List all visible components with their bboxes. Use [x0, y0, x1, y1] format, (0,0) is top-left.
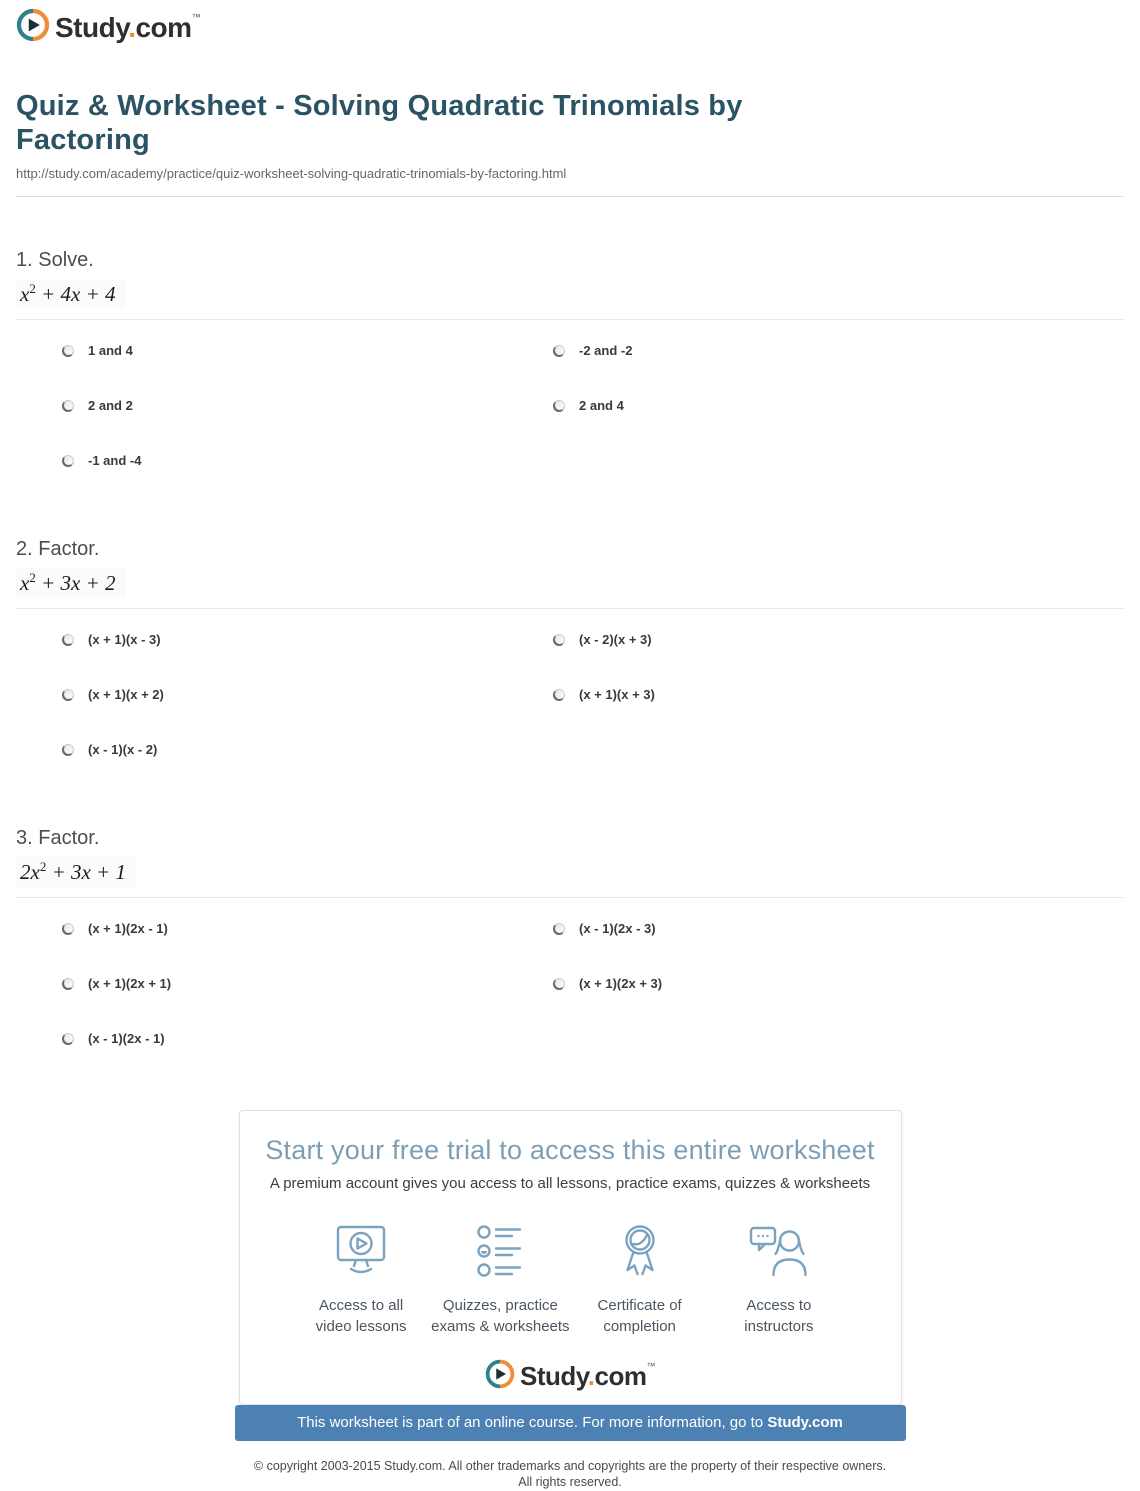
- answer-option[interactable]: [16, 976, 553, 991]
- option-row: [16, 687, 1124, 702]
- answer-option[interactable]: [16, 453, 553, 468]
- answer-option[interactable]: [553, 343, 1124, 358]
- feature-instructors: [709, 1220, 848, 1337]
- radio-button-icon[interactable]: [62, 689, 74, 701]
- option-row: [16, 343, 1124, 358]
- answer-option[interactable]: [553, 398, 1124, 413]
- answer-options: [16, 343, 1124, 468]
- brand-wordmark: Study.com™: [55, 11, 201, 43]
- equation-rest: + 4x + 4: [35, 282, 116, 307]
- question-2: [16, 538, 1124, 757]
- radio-button-icon[interactable]: [62, 1033, 74, 1045]
- free-trial-box: [239, 1110, 902, 1405]
- banner-text: This worksheet is part of an online course. For more information, go to: [297, 1413, 768, 1431]
- answer-option[interactable]: [16, 687, 553, 702]
- equation-base: 2x: [20, 860, 40, 885]
- answer-option[interactable]: [553, 976, 1124, 991]
- answer-label: (x - 1)(2x - 3): [579, 921, 656, 937]
- answer-label: 2 and 4: [579, 398, 624, 414]
- radio-button-icon[interactable]: [62, 923, 74, 935]
- divider: [16, 196, 1124, 197]
- question-3: [16, 827, 1124, 1046]
- radio-button-icon[interactable]: [553, 978, 565, 990]
- radio-button-icon[interactable]: [553, 345, 565, 357]
- answer-label: (x - 1)(x - 2): [88, 742, 158, 758]
- radio-button-icon[interactable]: [553, 689, 565, 701]
- equation-rest: + 3x + 2: [35, 571, 116, 596]
- radio-button-icon[interactable]: [553, 634, 565, 646]
- answer-label: (x + 1)(2x + 1): [88, 976, 172, 992]
- trial-heading: Start your free trial to access this entire worksheet: [265, 1135, 875, 1166]
- answer-label: (x + 1)(x - 3): [88, 632, 161, 648]
- answer-options: [16, 921, 1124, 1046]
- option-row: [16, 921, 1124, 936]
- question-equation: [16, 568, 126, 598]
- answer-options: [16, 632, 1124, 757]
- feature-label: Access to instructors: [744, 1297, 814, 1335]
- equation-exponent: 2: [29, 281, 36, 297]
- quiz-checklist-icon: [431, 1220, 570, 1284]
- course-info-banner: [235, 1405, 906, 1441]
- answer-label: (x - 2)(x + 3): [579, 632, 652, 648]
- trial-subheading: A premium account gives you access to all lessons, practice exams, quizzes & worksheets: [269, 1175, 871, 1193]
- banner-studycom-link[interactable]: Study.com: [767, 1413, 843, 1431]
- question-label: 2. Factor.: [16, 538, 100, 561]
- radio-button-icon[interactable]: [553, 923, 565, 935]
- brand-wordmark: Study.com™: [520, 1360, 655, 1391]
- feature-list: [240, 1220, 901, 1337]
- radio-button-icon[interactable]: [62, 634, 74, 646]
- equation-base: x: [20, 571, 30, 596]
- source-url: http://study.com/academy/practice/quiz-worksheet-solving-quadratic-trinomials-by-factoring.html: [16, 166, 567, 182]
- feature-label: Quizzes, practice exams & worksheets: [431, 1297, 570, 1335]
- answer-label: 1 and 4: [88, 343, 133, 359]
- certificate-ribbon-icon: [570, 1220, 709, 1284]
- feature-certificate: [570, 1220, 709, 1337]
- answer-label: -1 and -4: [88, 453, 142, 469]
- instructor-chat-icon: [709, 1220, 848, 1284]
- studycom-logo[interactable]: [240, 1359, 901, 1394]
- radio-button-icon[interactable]: [62, 978, 74, 990]
- answer-label: (x + 1)(x + 3): [579, 687, 655, 703]
- feature-video-lessons: [292, 1220, 431, 1337]
- feature-quizzes: [431, 1220, 570, 1337]
- play-circle-icon: [16, 8, 50, 47]
- video-monitor-icon: [292, 1220, 431, 1284]
- answer-option[interactable]: [16, 921, 553, 936]
- divider: [16, 608, 1124, 609]
- answer-label: 2 and 2: [88, 398, 133, 414]
- answer-option[interactable]: [16, 742, 553, 757]
- option-row: [16, 976, 1124, 991]
- option-row: [16, 1031, 1124, 1046]
- divider: [16, 897, 1124, 898]
- answer-option[interactable]: [16, 1031, 553, 1046]
- answer-option[interactable]: [553, 687, 1124, 702]
- answer-label: (x + 1)(2x - 1): [88, 921, 168, 937]
- option-row: [16, 398, 1124, 413]
- option-row: [16, 453, 1124, 468]
- radio-button-icon[interactable]: [62, 400, 74, 412]
- feature-label: Certificate of completion: [597, 1297, 682, 1335]
- answer-label: (x - 1)(2x - 1): [88, 1031, 165, 1047]
- radio-button-icon[interactable]: [62, 345, 74, 357]
- page-title: Quiz & Worksheet - Solving Quadratic Trinomials by Factoring: [16, 90, 743, 157]
- play-circle-icon: [485, 1359, 515, 1394]
- radio-button-icon[interactable]: [553, 400, 565, 412]
- answer-label: (x + 1)(2x + 3): [579, 976, 663, 992]
- answer-option[interactable]: [16, 632, 553, 647]
- answer-option[interactable]: [16, 398, 553, 413]
- option-row: [16, 742, 1124, 757]
- answer-label: (x + 1)(x + 2): [88, 687, 164, 703]
- answer-label: -2 and -2: [579, 343, 633, 359]
- equation-rest: + 3x + 1: [46, 860, 126, 885]
- question-equation: [16, 279, 126, 309]
- feature-label: Access to all video lessons: [315, 1297, 407, 1335]
- answer-option[interactable]: [16, 343, 553, 358]
- radio-button-icon[interactable]: [62, 455, 74, 467]
- equation-exponent: 2: [29, 570, 36, 586]
- answer-option[interactable]: [553, 921, 1124, 936]
- question-label: 3. Factor.: [16, 827, 100, 850]
- question-1: [16, 249, 1124, 468]
- option-row: [16, 632, 1124, 647]
- question-label: 1. Solve.: [16, 249, 94, 272]
- radio-button-icon[interactable]: [62, 744, 74, 756]
- studycom-logo[interactable]: [16, 8, 200, 47]
- equation-exponent: 2: [39, 859, 47, 875]
- copyright-notice: © copyright 2003-2015 Study.com. All other trademarks and copyrights are the property of their respective owners. All rights reserved.: [253, 1458, 887, 1490]
- divider: [16, 319, 1124, 320]
- equation-base: x: [20, 282, 30, 307]
- answer-option[interactable]: [553, 632, 1124, 647]
- question-equation: [16, 857, 136, 887]
